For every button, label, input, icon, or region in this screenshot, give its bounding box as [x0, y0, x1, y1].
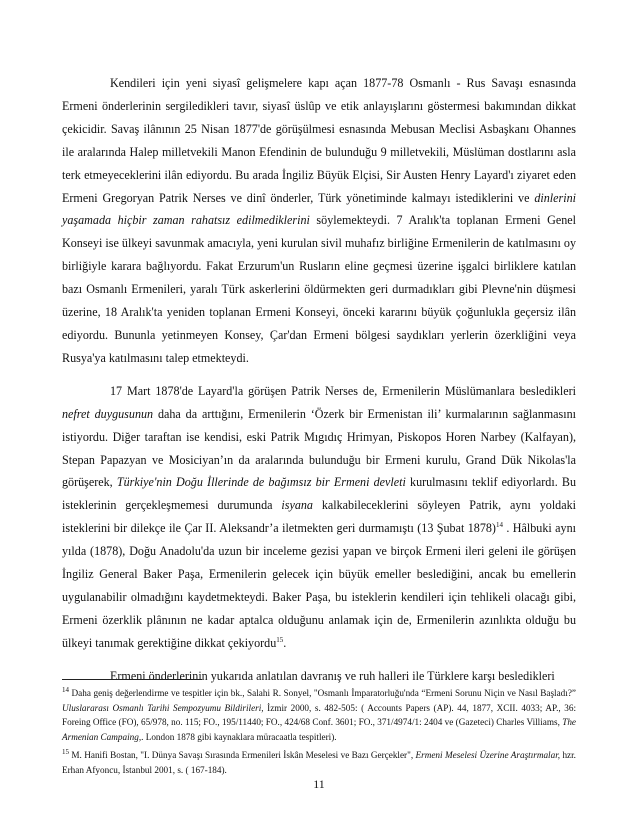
italic-text: Uluslararası Osmanlı Tarihi Sempozyumu Bildirileri, [62, 702, 264, 713]
text-span: kalkabileceklerini söyleyen Patrik, aynı yoldaki isteklerini bir dilekçe ile Çar II. Aleksandr’a iletmekten geri durmamıştı (13 Şubat 1878) [62, 498, 576, 536]
paragraph-1 [62, 72, 576, 370]
footnote-14 [62, 686, 576, 744]
body-text [62, 72, 576, 688]
text-span: kurulmasını teklif ediyorlardı. Bu isteklerinin gerçekleşmemesi durumunda [62, 475, 576, 513]
text-span: Daha geniş değerlendirme ve tespitler için bk., Salahi R. Sonyel, "Osmanlı İmparatorluğu'nda “Ermeni Sorunu Niçin ve Nasıl Başladı?” [69, 688, 576, 698]
page-number: 11 [313, 777, 325, 791]
footnote-ref: 14 [62, 685, 69, 694]
italic-text: nefret duygusunun [62, 406, 154, 421]
text-span: . [283, 635, 287, 650]
paragraph-3 [62, 665, 576, 688]
text-span: M. Hanifi Bostan, "I. Dünya Savaşı Sırasında Ermenileri İskân Meselesi ve Bazı Gerçekler", [69, 750, 416, 761]
text-span: . Hâlbuki aynı yılda (1878), Doğu Anadolu'da uzun bir inceleme gezisi yapan ve birçok Ermeni ileri geleni ile görüşen İngiliz General Baker Paşa, Ermenilerin gelecek için büyük emeller beslediğini, ancak bu emellerin uygulanabilir olmadığını kaydetmekteydi. Baker Paşa, bu isteklerin kendileri için tehlikeli olacağı gibi, Ermeni özerklik plânının ne kadar aptalca olduğunu anlamak için de, Ermenilerin azınlıkta olduğu bu ülkeyi tanımak gerektiğine dikkat çekiyordu [62, 521, 576, 650]
footnote-ref: 15 [276, 635, 284, 644]
italic-text: Türkiye'nin Doğu İllerinde de bağımsız bir Ermeni devleti [116, 475, 406, 490]
text-span: 17 Mart 1878'de Layard'la görüşen Patrik Nerses de, Ermenilerin Müslümanlara besledikleri [110, 383, 576, 398]
italic-text: dinlerini yaşamada hiçbir zaman rahatsız edilmediklerini [62, 190, 576, 228]
text-span: daha da arttığını, Ermenilerin ‘Özerk bir Ermenistan ili’ kurmalarının sağlanmasını istiyordu. Diğer taraftan ise kendisi, eski Patrik Mıgıdıç Hrimyan, Piskopos Horen Narbey (Kalfayan), Stepan Papazyan ve Mosiciyan’ın da aralarında bulunduğu bir Ermeni kurulu, Grand Dük Nikolas'la görüşerek, [62, 406, 577, 490]
footnote-15 [62, 748, 576, 777]
text-span: İzmir 2000, s. 482-505: ( Accounts Papers (AP). 44, 1877, XCII. 4033; AP., 36: Foreing Office (FO), 65/978, no. 115; FO., 195/11440; FO., 424/68 Conf. 3601; FO., 371/4974/1: 2404 ve (Gazeteci) Charles Villiams, [62, 702, 576, 728]
text-span: Ermeni önderlerinin yukarıda anlatılan davranış ve ruh halleri ile Türklere karşı besledikleri [110, 668, 555, 683]
text-span: . London 1878 gibi kaynaklara müracaatla tespitleri). [141, 731, 337, 742]
italic-text: isyana [281, 498, 313, 513]
text-span: söylemekteydi. 7 Aralık'ta toplanan Ermeni Genel Konseyi ise ülkeyi savunmak amacıyla, yeni kurulan sivil muhafız birliğine Ermenilerin de katılmasını oy birliğiyle karara bağlıyordu. Fakat Erzurum'un Rusların eline geçmesi üzerine işgalci birliklere katılan bazı Osmanlı Ermenileri, yaralı Türk askerlerini öldürmekten geri durmadıkları gibi Plevne'nin düşmesi üzerine, 18 Aralık'ta yeniden toplanan Ermeni Konseyi, önceki kararını büyük çoğunlukla geçersiz ilân ediyordu. Bununla yetinmeyen Konsey, Çar'dan Ermeni bölgesi saydıkları yerlerin özerkliğini veya Rusya'ya katılmasını talep etmekteydi. [62, 213, 577, 365]
text-span: hzr. Erhan Afyoncu, İstanbul 2001, s. ( 167-184). [62, 750, 576, 775]
footnote-ref: 15 [62, 748, 69, 757]
footnotes [62, 686, 576, 782]
text-span: Kendileri için yeni siyasî gelişmelere kapı açan 1877-78 Osmanlı - Rus Savaşı esnasında Ermeni önderlerinin sergiledikleri tavır, siyasî üslûp ve etik anlayışlarını göstermesi bakımından dikkat çekicidir. Savaş ilânının 25 Nisan 1877'de görüşülmesi esnasında Mebusan Meclisi Asbaşkanı Ohannes ile aralarında Halep milletvekili Manon Efendinin de bulunduğu 9 milletvekili, Müslüman dostlarını asla terk etmeyeceklerini ilân ediyordu. Bu arada İngiliz Büyük Elçisi, Sir Austen Henry Layard'ı ziyaret eden Ermeni Gregoryan Patrik Nerses ve dinî önderler, Türk yönetiminde kalmayı istediklerini ve [62, 76, 576, 205]
italic-text: Ermeni Meselesi Üzerine Araştırmalar, [415, 750, 561, 761]
footnote-ref: 14 [495, 521, 503, 530]
footnote-separator [62, 679, 202, 680]
paragraph-2 [62, 380, 576, 655]
italic-text: The Armenian Campaing, [62, 717, 576, 742]
